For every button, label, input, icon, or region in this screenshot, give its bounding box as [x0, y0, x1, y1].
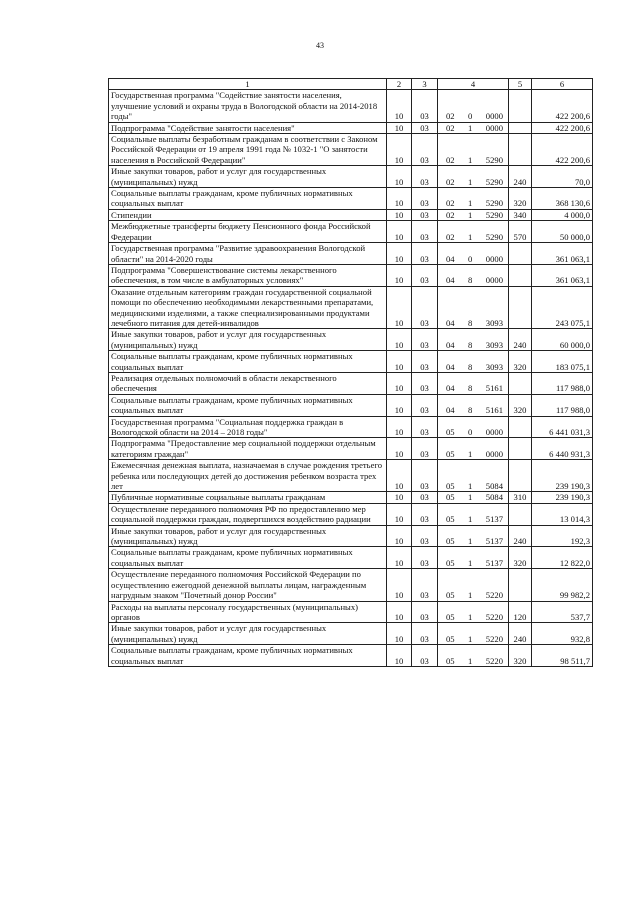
row-subsection: 03 [412, 645, 438, 667]
row-section: 10 [387, 623, 412, 645]
row-expense-type: 320 [509, 188, 532, 210]
row-section: 10 [387, 243, 412, 265]
row-name: Осуществление переданного полномочия РФ по предоставлению мер социальной поддержки граждан, подвергшихся воздействию радиации [109, 503, 387, 525]
row-section: 10 [387, 209, 412, 220]
row-target-article [438, 569, 509, 601]
row-section: 10 [387, 492, 412, 503]
row-subprogram-code: 1 [468, 231, 473, 242]
row-direction-code: 5220 [485, 633, 503, 644]
row-direction-code: 5137 [485, 536, 503, 547]
row-section: 10 [387, 122, 412, 133]
row-amount: 361 063,1 [532, 264, 593, 286]
row-subsection: 03 [412, 188, 438, 210]
col-header-section: 2 [387, 79, 412, 90]
row-name: Государственная программа "Содействие занятости населения, улучшение условий и охраны труда в Вологодской области на 2014-2018 годы" [109, 90, 387, 122]
row-amount: 98 511,7 [532, 645, 593, 667]
row-subsection: 03 [412, 372, 438, 394]
row-subprogram-code: 1 [468, 154, 473, 165]
row-subprogram-code: 1 [468, 590, 473, 601]
row-subprogram-code: 8 [468, 275, 473, 286]
table-row [109, 569, 593, 601]
row-name: Ежемесячная денежная выплата, назначаемая в случае рождения третьего ребенка или последующих детей до достижения ребенком возраста трех лет [109, 460, 387, 492]
table-row [109, 166, 593, 188]
row-amount: 117 988,0 [532, 394, 593, 416]
table-row [109, 264, 593, 286]
row-target-article [438, 264, 509, 286]
row-amount: 99 982,2 [532, 569, 593, 601]
row-name: Осуществление переданного полномочия Российской Федерации по осуществлению ежегодной денежной выплаты лицам, награжденным нагрудным знаком "Почетный донор России" [109, 569, 387, 601]
row-target-article [438, 438, 509, 460]
row-target-article [438, 221, 509, 243]
row-target-article [438, 351, 509, 373]
row-expense-type: 310 [509, 492, 532, 503]
row-program-code: 05 [446, 536, 455, 547]
row-direction-code: 0000 [485, 448, 503, 459]
row-section: 10 [387, 188, 412, 210]
col-header-target-article: 4 [438, 79, 509, 90]
row-subsection: 03 [412, 623, 438, 645]
row-direction-code: 5290 [485, 209, 503, 220]
table-row [109, 547, 593, 569]
row-amount: 6 441 031,3 [532, 416, 593, 438]
row-expense-type: 320 [509, 351, 532, 373]
row-name: Государственная программа "Развитие здравоохранения Вологодской области" на 2014-2020 годы [109, 243, 387, 265]
row-amount: 422 200,6 [532, 90, 593, 122]
row-target-article [438, 492, 509, 503]
row-program-code: 02 [446, 231, 455, 242]
table-row [109, 188, 593, 210]
row-target-article [438, 134, 509, 166]
row-name: Социальные выплаты гражданам, кроме публичных нормативных социальных выплат [109, 547, 387, 569]
row-expense-type: 320 [509, 645, 532, 667]
row-subprogram-code: 1 [468, 448, 473, 459]
row-amount: 361 063,1 [532, 243, 593, 265]
row-name: Подпрограмма "Совершенствование системы лекарственного обеспечения, в том числе в амбулаторных условиях" [109, 264, 387, 286]
table-row [109, 286, 593, 329]
row-name: Расходы на выплаты персоналу государственных (муниципальных) органов [109, 601, 387, 623]
row-subsection: 03 [412, 122, 438, 133]
table-row [109, 416, 593, 438]
table-header-row [109, 79, 593, 90]
row-direction-code: 0000 [485, 111, 503, 122]
row-section: 10 [387, 264, 412, 286]
row-section: 10 [387, 134, 412, 166]
row-expense-type: 320 [509, 394, 532, 416]
row-direction-code: 3093 [485, 317, 503, 328]
row-direction-code: 5161 [485, 405, 503, 416]
row-name: Иные закупки товаров, работ и услуг для государственных (муниципальных) нужд [109, 166, 387, 188]
row-subprogram-code: 1 [468, 481, 473, 492]
row-program-code: 04 [446, 317, 455, 328]
row-section: 10 [387, 569, 412, 601]
row-subsection: 03 [412, 264, 438, 286]
row-section: 10 [387, 601, 412, 623]
row-subsection: 03 [412, 243, 438, 265]
row-program-code: 05 [446, 590, 455, 601]
row-subprogram-code: 1 [468, 611, 473, 622]
row-target-article [438, 503, 509, 525]
row-name: Публичные нормативные социальные выплаты гражданам [109, 492, 387, 503]
table-row [109, 351, 593, 373]
row-section: 10 [387, 525, 412, 547]
row-amount: 422 200,6 [532, 134, 593, 166]
row-program-code: 05 [446, 492, 455, 503]
row-section: 10 [387, 221, 412, 243]
row-name: Реализация отдельных полномочий в области лекарственного обеспечения [109, 372, 387, 394]
table-row [109, 90, 593, 122]
row-subsection: 03 [412, 209, 438, 220]
table-row [109, 645, 593, 667]
row-expense-type [509, 286, 532, 329]
row-section: 10 [387, 394, 412, 416]
row-program-code: 05 [446, 633, 455, 644]
row-expense-type: 240 [509, 525, 532, 547]
row-amount: 50 000,0 [532, 221, 593, 243]
row-subsection: 03 [412, 601, 438, 623]
row-amount: 239 190,3 [532, 492, 593, 503]
table-row [109, 394, 593, 416]
row-amount: 70,0 [532, 166, 593, 188]
row-subprogram-code: 8 [468, 383, 473, 394]
row-subsection: 03 [412, 394, 438, 416]
row-program-code: 05 [446, 655, 455, 666]
row-subsection: 03 [412, 416, 438, 438]
table-row [109, 438, 593, 460]
row-program-code: 04 [446, 383, 455, 394]
row-expense-type: 240 [509, 166, 532, 188]
row-subsection: 03 [412, 438, 438, 460]
table-row [109, 525, 593, 547]
row-section: 10 [387, 166, 412, 188]
row-name: Оказание отдельным категориям граждан государственной социальной помощи по обеспечению необходимыми лекарственными препаратами, медицинскими изделиями, а также специализированными продуктами лечебного питания для детей-инвалидов [109, 286, 387, 329]
row-subprogram-code: 1 [468, 492, 473, 503]
row-name: Социальные выплаты гражданам, кроме публичных нормативных социальных выплат [109, 188, 387, 210]
col-header-subsection: 3 [412, 79, 438, 90]
row-program-code: 05 [446, 611, 455, 622]
row-section: 10 [387, 286, 412, 329]
row-subprogram-code: 8 [468, 339, 473, 350]
row-subsection: 03 [412, 351, 438, 373]
row-name: Межбюджетные трансферты бюджету Пенсионного фонда Российской Федерации [109, 221, 387, 243]
row-program-code: 02 [446, 111, 455, 122]
row-target-article [438, 90, 509, 122]
row-target-article [438, 166, 509, 188]
row-amount: 537,7 [532, 601, 593, 623]
row-amount: 368 130,6 [532, 188, 593, 210]
row-subprogram-code: 1 [468, 176, 473, 187]
row-amount: 243 075,1 [532, 286, 593, 329]
row-subsection: 03 [412, 503, 438, 525]
row-expense-type [509, 503, 532, 525]
row-name: Иные закупки товаров, работ и услуг для государственных (муниципальных) нужд [109, 623, 387, 645]
row-program-code: 02 [446, 209, 455, 220]
row-direction-code: 5290 [485, 231, 503, 242]
row-program-code: 04 [446, 339, 455, 350]
row-amount: 4 000,0 [532, 209, 593, 220]
table-row [109, 329, 593, 351]
table-row [109, 503, 593, 525]
row-subsection: 03 [412, 329, 438, 351]
row-target-article [438, 286, 509, 329]
row-target-article [438, 416, 509, 438]
row-program-code: 04 [446, 253, 455, 264]
row-subsection: 03 [412, 492, 438, 503]
row-amount: 60 000,0 [532, 329, 593, 351]
row-target-article [438, 601, 509, 623]
row-direction-code: 0000 [485, 253, 503, 264]
row-section: 10 [387, 416, 412, 438]
row-name: Социальные выплаты гражданам, кроме публичных нормативных социальных выплат [109, 394, 387, 416]
row-expense-type [509, 372, 532, 394]
table-row [109, 122, 593, 133]
row-subsection: 03 [412, 460, 438, 492]
budget-table [108, 78, 593, 667]
table-row [109, 372, 593, 394]
row-program-code: 04 [446, 361, 455, 372]
col-header-amount: 6 [532, 79, 593, 90]
row-expense-type: 240 [509, 623, 532, 645]
row-target-article [438, 122, 509, 133]
row-subsection: 03 [412, 547, 438, 569]
row-expense-type [509, 416, 532, 438]
row-program-code: 02 [446, 154, 455, 165]
row-subprogram-code: 0 [468, 253, 473, 264]
page-number: 43 [316, 41, 324, 50]
row-direction-code: 5220 [485, 655, 503, 666]
row-subsection: 03 [412, 286, 438, 329]
row-target-article [438, 209, 509, 220]
row-subsection: 03 [412, 166, 438, 188]
row-section: 10 [387, 329, 412, 351]
table-row [109, 221, 593, 243]
row-direction-code: 5161 [485, 383, 503, 394]
col-header-expense-type: 5 [509, 79, 532, 90]
row-expense-type: 240 [509, 329, 532, 351]
row-target-article [438, 243, 509, 265]
table-row [109, 460, 593, 492]
row-expense-type [509, 134, 532, 166]
row-target-article [438, 394, 509, 416]
row-expense-type: 320 [509, 547, 532, 569]
row-subprogram-code: 1 [468, 557, 473, 568]
row-subprogram-code: 1 [468, 209, 473, 220]
row-subsection: 03 [412, 90, 438, 122]
row-amount: 932,8 [532, 623, 593, 645]
row-name: Иные закупки товаров, работ и услуг для государственных (муниципальных) нужд [109, 525, 387, 547]
row-target-article [438, 645, 509, 667]
row-name: Подпрограмма "Содействие занятости населения" [109, 122, 387, 133]
row-direction-code: 5084 [485, 492, 503, 503]
row-section: 10 [387, 372, 412, 394]
row-expense-type [509, 264, 532, 286]
row-program-code: 02 [446, 176, 455, 187]
row-target-article [438, 547, 509, 569]
row-expense-type: 570 [509, 221, 532, 243]
row-program-code: 05 [446, 427, 455, 437]
row-expense-type: 120 [509, 601, 532, 623]
row-direction-code: 3093 [485, 339, 503, 350]
row-expense-type: 340 [509, 209, 532, 220]
row-subsection: 03 [412, 221, 438, 243]
row-program-code: 02 [446, 198, 455, 209]
row-direction-code: 0000 [485, 275, 503, 286]
row-section: 10 [387, 460, 412, 492]
row-section: 10 [387, 645, 412, 667]
row-program-code: 05 [446, 514, 455, 525]
row-direction-code: 0000 [485, 122, 503, 133]
row-target-article [438, 460, 509, 492]
row-subsection: 03 [412, 134, 438, 166]
row-amount: 12 822,0 [532, 547, 593, 569]
row-direction-code: 0000 [485, 427, 503, 437]
row-target-article [438, 329, 509, 351]
row-program-code: 05 [446, 557, 455, 568]
row-section: 10 [387, 438, 412, 460]
row-name: Иные закупки товаров, работ и услуг для государственных (муниципальных) нужд [109, 329, 387, 351]
row-program-code: 05 [446, 481, 455, 492]
row-amount: 192,3 [532, 525, 593, 547]
table-row [109, 243, 593, 265]
row-subprogram-code: 1 [468, 633, 473, 644]
row-name: Подпрограмма "Предоставление мер социальной поддержки отдельным категориям граждан" [109, 438, 387, 460]
row-name: Стипендии [109, 209, 387, 220]
row-subprogram-code: 8 [468, 361, 473, 372]
row-name: Социальные выплаты безработным гражданам в соответствии с Законом Российской Федерации от 19 апреля 1991 года № 1032-1 "О занятости населения в Российской Федерации" [109, 134, 387, 166]
row-expense-type [509, 122, 532, 133]
row-name: Государственная программа "Социальная поддержка граждан в Вологодской области на 2014 – 2018 годы" [109, 416, 387, 438]
row-direction-code: 3093 [485, 361, 503, 372]
row-direction-code: 5137 [485, 557, 503, 568]
row-target-article [438, 188, 509, 210]
row-expense-type [509, 460, 532, 492]
table-row [109, 209, 593, 220]
row-subprogram-code: 0 [468, 111, 473, 122]
row-amount: 6 440 931,3 [532, 438, 593, 460]
row-direction-code: 5084 [485, 481, 503, 492]
row-program-code: 04 [446, 405, 455, 416]
row-subsection: 03 [412, 525, 438, 547]
row-direction-code: 5290 [485, 154, 503, 165]
row-expense-type [509, 438, 532, 460]
row-name: Социальные выплаты гражданам, кроме публичных нормативных социальных выплат [109, 351, 387, 373]
row-program-code: 04 [446, 275, 455, 286]
row-subprogram-code: 1 [468, 655, 473, 666]
row-direction-code: 5220 [485, 590, 503, 601]
row-amount: 239 190,3 [532, 460, 593, 492]
row-subprogram-code: 0 [468, 427, 473, 437]
row-expense-type [509, 90, 532, 122]
row-direction-code: 5137 [485, 514, 503, 525]
row-expense-type [509, 569, 532, 601]
row-target-article [438, 623, 509, 645]
table-row [109, 601, 593, 623]
row-direction-code: 5290 [485, 198, 503, 209]
row-amount: 13 014,3 [532, 503, 593, 525]
row-amount: 422 200,6 [532, 122, 593, 133]
row-section: 10 [387, 351, 412, 373]
row-subprogram-code: 1 [468, 198, 473, 209]
row-section: 10 [387, 503, 412, 525]
table-row [109, 134, 593, 166]
row-subprogram-code: 1 [468, 536, 473, 547]
table-row [109, 492, 593, 503]
row-section: 10 [387, 90, 412, 122]
table-row [109, 623, 593, 645]
row-amount: 183 075,1 [532, 351, 593, 373]
row-target-article [438, 525, 509, 547]
row-subprogram-code: 1 [468, 122, 473, 133]
row-program-code: 02 [446, 122, 455, 133]
row-target-article [438, 372, 509, 394]
row-subsection: 03 [412, 569, 438, 601]
col-header-name: 1 [109, 79, 387, 90]
row-direction-code: 5220 [485, 611, 503, 622]
row-section: 10 [387, 547, 412, 569]
row-name: Социальные выплаты гражданам, кроме публичных нормативных социальных выплат [109, 645, 387, 667]
row-subprogram-code: 8 [468, 317, 473, 328]
row-expense-type [509, 243, 532, 265]
row-subprogram-code: 1 [468, 514, 473, 525]
row-direction-code: 5290 [485, 176, 503, 187]
row-program-code: 05 [446, 448, 455, 459]
row-amount: 117 988,0 [532, 372, 593, 394]
row-subprogram-code: 8 [468, 405, 473, 416]
